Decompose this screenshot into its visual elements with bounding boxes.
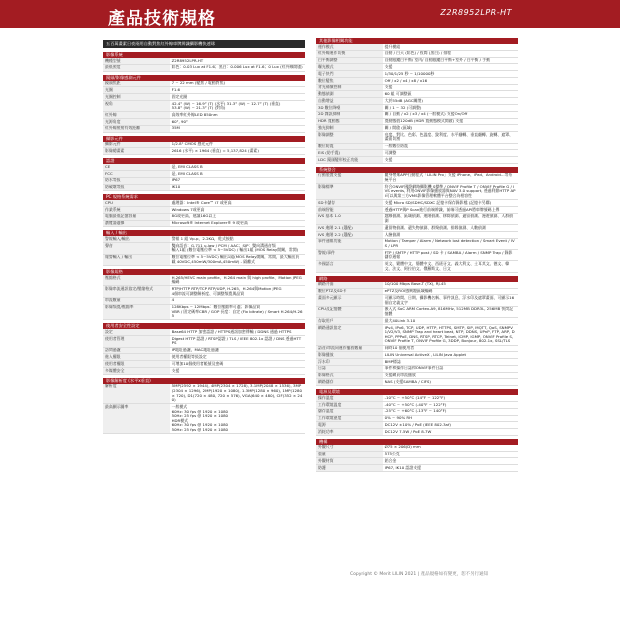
spec-value: Motion / Tamper / Alarm / Network lost detection / Smart Event / IVS / LPR — [383, 238, 518, 249]
spec-row — [103, 297, 305, 304]
spec-label: 影像頻寬/壓縮率 — [103, 304, 170, 320]
spec-row — [316, 250, 518, 261]
section-heading: 機構 — [316, 439, 518, 445]
spec-row — [316, 261, 518, 272]
spec-row — [316, 415, 518, 422]
spec-label: SD卡儲存 — [316, 200, 383, 207]
spec-row — [316, 324, 518, 345]
spec-table — [316, 445, 518, 472]
spec-row — [316, 318, 518, 325]
spec-value: 支援 Micro SD/SDHC/SDXC 記憶卡保存錄影檔 (記憶卡另購) — [383, 200, 518, 207]
spec-row — [316, 184, 518, 200]
spec-label: 壓縮格式 — [103, 275, 170, 286]
spec-value: 支援 — [170, 367, 305, 374]
spec-label: 曝光模式 — [316, 64, 383, 71]
spec-row — [316, 306, 518, 317]
spec-value: 60°, 90° — [170, 119, 305, 126]
spec-row — [316, 213, 518, 224]
spec-row — [316, 150, 518, 157]
spec-value: 符合ONVIF國際網路攝影機 S標準 / ONVIF Profile T / ONVIF Profile G / IVS events, 利用ONVIF影像播放器與NAV 3.0 support, 透過利鼎HTTP API可以與第三方VMS影像管理軟體平台整合為相容性 — [383, 184, 518, 200]
spec-row — [103, 100, 305, 111]
spec-row — [316, 118, 518, 125]
spec-label: IVS 進階 2.2 (選配) — [316, 231, 383, 238]
spec-label: 影像播放 — [316, 352, 383, 359]
spec-row — [103, 207, 305, 214]
spec-label: 最低照度 — [103, 64, 170, 71]
spec-row — [316, 125, 518, 132]
spec-row — [316, 408, 518, 415]
spec-value: -10°C ~ +50°C (14°F ~ 122°F) — [383, 395, 518, 401]
spec-row — [103, 404, 305, 434]
spec-label: 行動裝置支援 — [316, 173, 383, 184]
spec-section — [103, 323, 305, 374]
spec-row — [316, 57, 518, 64]
spec-label: 數位防震 — [316, 143, 383, 150]
spec-row — [103, 336, 305, 347]
spec-label: 警報輸入/輸出 — [103, 236, 170, 242]
spec-value: 可增加10個使用者帳號及密碼 — [170, 361, 305, 368]
spec-value: IK10 — [170, 184, 305, 191]
spec-row — [316, 238, 518, 249]
spec-label: 視角 — [103, 100, 170, 111]
spec-row — [316, 84, 518, 91]
spec-label: 運作模式 — [316, 44, 383, 50]
spec-row — [103, 220, 305, 227]
spec-value: -40°C ~ +50°C (-40°F ~ 122°F) — [383, 401, 518, 408]
spec-row — [316, 401, 518, 408]
spec-value: 128Kbps ~ 12Mbps：數位壓縮率可選；影像品質 VBR / 固定碼率CBR / GOP 長度：自定 (Fix bitrate) / Smart H.264/H.265 — [170, 304, 305, 320]
spec-section — [103, 52, 305, 72]
spec-row — [103, 170, 305, 177]
spec-label: 多國語言 — [316, 261, 383, 272]
spec-label: 操作溫度 — [316, 395, 383, 401]
spec-row — [316, 157, 518, 164]
spec-label: 紅外線 — [103, 112, 170, 119]
spec-label: 工作環境溫度 — [316, 401, 383, 408]
spec-label: CPU及記憶體 — [316, 306, 383, 317]
spec-value: 人臉偵測 — [383, 231, 518, 238]
spec-label: 機種型號 — [103, 58, 170, 64]
spec-row — [316, 451, 518, 458]
spec-row — [316, 379, 518, 386]
spec-value: 一般模式 60Hz: 30 fps @ 1920 × 1080 50Hz: 25 fps @ 1920 × 1080 HDR模式 60Hz: 30 fps @ 1920 × 1080 50Hz: 25 fps @ 1920 × 1080 — [170, 404, 305, 434]
spec-value: Base64 HTTP 加密認證 / HTTPS通訊加密傳輸 / DDNS 通過 HTTPS — [170, 329, 305, 335]
spec-label: 電源 — [316, 422, 383, 429]
spec-section — [103, 378, 305, 434]
section-heading: 認證 — [103, 158, 305, 164]
spec-label: 背光補償控制 — [316, 84, 383, 91]
spec-value: 遺留物偵測、遺失物偵測、群聚偵測、排隊偵測、人數偵測 — [383, 225, 518, 232]
spec-row — [316, 372, 518, 379]
spec-value: 高效率紅外線LED 850nm — [170, 112, 305, 119]
spec-label: 日誌 — [316, 365, 383, 372]
copyright-footer: Copyright © Merit LILIN 2021 | 產品規格如有變更，恕不另行通知 — [350, 572, 489, 577]
spec-row — [103, 94, 305, 101]
spec-row — [103, 148, 305, 155]
spec-row — [103, 286, 305, 297]
spec-row — [103, 384, 305, 404]
section-heading: 輸入 / 輸出 — [103, 230, 305, 236]
spec-row — [103, 304, 305, 320]
spec-value: 警報 1 組 Vp-p，2.2KΩ，乾式接點 — [170, 236, 305, 242]
section-heading: 使用者安全性設定 — [103, 323, 305, 329]
spec-value: 越線偵測、區域偵測、進階偵測、移除偵測、遺留偵測、漫遊偵測、人群偵測 — [383, 213, 518, 224]
spec-label: CE — [103, 164, 170, 170]
spec-row — [316, 365, 518, 372]
spec-label: 影像總畫素 — [103, 148, 170, 155]
spec-value: 1/2.8" CMOS 感光元件 — [170, 142, 305, 148]
spec-table — [103, 81, 305, 133]
spec-value: 英文、繁體中文、簡體中文、西班牙文、義大利文、土耳其文、德文、韓文、法文、阿拉伯文、俄羅斯文、日文 — [383, 261, 518, 272]
spec-value: LILIN Universal ActiveX , LILIN Java Applet — [383, 352, 518, 359]
spec-row — [316, 105, 518, 112]
spec-label: 網路儲存 — [316, 379, 383, 386]
section-heading: 網路 — [316, 276, 518, 282]
spec-value: IP地址過濾，MAC地址過濾 — [170, 347, 305, 354]
spec-label: 防水等級 — [103, 177, 170, 184]
spec-value: 支援網頁串流播放 — [383, 372, 518, 379]
title-banner — [0, 0, 620, 28]
section-heading: 鏡頭/影像感測元件 — [103, 75, 305, 81]
spec-label: 3D 數位降噪 — [316, 105, 383, 112]
spec-value: 寬動態值120dB (HDR 寬動態模式開啟) 支援 — [383, 118, 518, 125]
spec-value: 最大40Link 3.10 — [383, 318, 518, 325]
spec-value: 42.4° (W) ~ 16.9° (T) (水平) 31.3° (W) ~ 12.7° (T) (垂直) 53.8° (W) ~ 21.3° (T) (對角) — [170, 100, 305, 111]
spec-row — [316, 359, 518, 366]
spec-row — [316, 295, 518, 306]
spec-label: CPU — [103, 200, 170, 206]
spec-row — [316, 465, 518, 472]
spec-section — [316, 38, 518, 164]
spec-value: 支援 — [383, 157, 518, 164]
section-heading: 攝影元件 — [103, 136, 305, 142]
section-heading: 影像解析度 (水平x垂直) — [103, 378, 305, 384]
section-heading: 系統整合 — [316, 167, 518, 173]
spec-label: 光源角度 — [103, 119, 170, 126]
spec-label: 進入權限 — [103, 354, 170, 361]
spec-table — [103, 164, 305, 191]
spec-row — [316, 111, 518, 118]
spec-value: 一般數位防震 — [383, 143, 518, 150]
spec-row — [103, 275, 305, 286]
section-heading: 影像規格 — [103, 269, 305, 275]
section-heading: PC 規格系統需求 — [103, 194, 305, 200]
spec-label: 最高顯示圖率 — [103, 404, 170, 434]
spec-section — [103, 136, 305, 156]
spec-value: 1/30/1/25 秒 ~ 1/10000秒 — [383, 71, 518, 78]
spec-section — [316, 276, 518, 386]
spec-row — [103, 254, 305, 265]
spec-section — [316, 167, 518, 273]
spec-label: 串流數量 — [103, 297, 170, 304]
spec-value: 7 ~ 22 mm (變焦 / 電動對焦) — [170, 81, 305, 87]
spec-row — [316, 64, 518, 71]
spec-row — [316, 98, 518, 105]
spec-value: 4 — [170, 297, 305, 304]
spec-value: 575公克 — [383, 451, 518, 458]
spec-value: 處理器：Intel® Core™ i7 或更高 — [170, 200, 305, 206]
spec-label: 影像串流通訊協定/壓縮格式 — [103, 286, 170, 297]
spec-table — [316, 173, 518, 273]
spec-label: 紅外線照射有效距離 — [103, 125, 170, 132]
spec-value: 可調整 — [383, 150, 518, 157]
spec-label: 電腦最低記憶容量 — [103, 213, 170, 220]
spec-table — [103, 200, 305, 227]
spec-value: Off / x2 / x4 / x8 / x16 — [383, 77, 518, 84]
spec-label: 光圈 — [103, 87, 170, 94]
spec-label: 電子快門 — [316, 71, 383, 78]
spec-section — [103, 75, 305, 133]
spec-value: 鋁合金 — [383, 458, 518, 465]
spec-value: IPv4, IPv6, TCP, UDP, HTTP, HTTPS, SMTP, SIP, MQTT, QoS, SNMPV1/V2/V3, SNMP Trap and heart beat, NTP, DDNS, UPnP, FTP, ARP, DHCP, PPPoE, DNS, RTSP, RTCP, Telnet, ICMP, IGMP, ONVIF Profile S, ONVIF Profile T, ONVIF Profile G, 3DDP, Bonjour, 802.1x, SSL/TLS — [383, 324, 518, 345]
spec-label: 動態偵測 — [316, 91, 383, 98]
spec-table — [103, 142, 305, 156]
spec-label: 浮水印 — [316, 359, 383, 366]
spec-value: -25°C ~ +60°C (-13°F ~ 140°F) — [383, 408, 518, 415]
left-spec-column — [103, 52, 305, 437]
spec-row — [316, 173, 518, 184]
spec-label: 自動增益 — [316, 98, 383, 105]
spec-value: 透過HTTP與P Scan進行前端辨識，前端可透過API將車牌號碼上傳 — [383, 207, 518, 214]
spec-value: Windows 7或更高 — [170, 207, 305, 214]
spec-value: Microsoft® Internet Explorer® 9 或更高 — [170, 220, 305, 227]
spec-value: 60 組 可調整區 — [383, 91, 518, 98]
spec-label: 解析度 — [103, 384, 170, 404]
spec-label: 語音/串流同運作播放數量 — [316, 345, 383, 352]
spec-row — [103, 125, 305, 132]
spec-value: 提升模組 — [383, 44, 518, 50]
spec-section — [316, 389, 518, 436]
spec-section — [316, 439, 518, 472]
spec-label: 使用者權限 — [103, 361, 170, 368]
spec-label: 畫面多元顯示 — [316, 295, 383, 306]
spec-row — [316, 132, 518, 143]
spec-label: 攝影元件 — [103, 142, 170, 148]
spec-row — [316, 91, 518, 98]
spec-row — [103, 354, 305, 361]
spec-label: 訪問過濾 — [103, 347, 170, 354]
spec-row — [316, 77, 518, 84]
spec-value: 大於55dB (AGC關閉) — [383, 98, 518, 105]
spec-label: 數位變焦 — [316, 77, 383, 84]
spec-value: 支援 — [383, 64, 518, 71]
spec-value: 嵌入式 SoC ARM Cortex-A9, 816MHz, 512MB DDR3L, 256MB 快閃記憶體 — [383, 306, 518, 317]
spec-value: 可顯示時間、日期、攝影機名稱、事件訊息、浮水印及遮罩畫面、可顯示16個自定義文字 — [383, 295, 518, 306]
spec-value: 是, EMI CLASS B — [170, 164, 305, 170]
spec-row — [316, 71, 518, 78]
spec-value: IP67, IK10 認證支援 — [383, 465, 518, 472]
spec-table — [316, 395, 518, 436]
spec-value: Digest HTTP 認證 / RTSP認證 / TLS / IEEE 802.1x 認證 / DNS 透過HTTPS — [170, 336, 305, 347]
spec-row — [103, 112, 305, 119]
spec-value: F1.6 — [170, 87, 305, 94]
spec-table — [316, 282, 518, 386]
spec-label: 重量 — [316, 451, 383, 458]
spec-value: 事件和操作日誌和ONVIF事件日誌 — [383, 365, 518, 372]
spec-value: DC12V 7.5W / PoE 8.7W — [383, 429, 518, 436]
spec-label: 報警輸入 / 輸出 — [103, 254, 170, 265]
spec-value: 使用者權限等級設定 — [170, 354, 305, 361]
spec-label: HDR 寬動態 — [316, 118, 383, 125]
spec-label: 儲存溫度 — [316, 408, 383, 415]
spec-label: 外觀尺寸 — [316, 445, 383, 451]
spec-value: 5MP(2592 × 1944), 4MP(2304 × 1728), 3.1MP(2048 × 1536), 3MP(2304 × 1296), 2MP(1920 × 1080), 1.3MP(1280 × 960), 1MP(1280 × 720), D1(720 × 480, 720 × 576), VGA(640 × 480), CIF(352 × 240) — [170, 384, 305, 404]
spec-label: 影像標準 — [316, 184, 383, 200]
spec-table — [316, 44, 518, 164]
spec-row — [316, 345, 518, 352]
spec-value: 是, EMI CLASS B — [170, 170, 305, 177]
spec-value: 35M — [170, 125, 305, 132]
spec-row — [103, 184, 305, 191]
spec-row — [103, 361, 305, 368]
spec-label: 強光抑制 — [316, 125, 383, 132]
product-subtitle: 五百萬畫素日夜兩用自動對焦紅外線車牌辨識攝影機快速球 — [103, 40, 305, 48]
spec-label: 工作環境溼度 — [316, 415, 383, 422]
spec-value: 關 / 自動 / x2 / x3 / x4 (一般模式) 支援On/Off — [383, 111, 518, 118]
spec-table — [103, 58, 305, 72]
spec-value: 關 / 開啟 (區域) — [383, 125, 518, 132]
spec-table — [103, 384, 305, 434]
spec-label: 存取用戶 — [316, 318, 383, 325]
spec-label: IVS 基本 1.0 — [316, 213, 383, 224]
spec-value: 彩色：0.03 Lux at F1.6；黑白：0.006 Lux at F1.6；0 Lux (紅外線開啟) — [170, 64, 305, 71]
spec-value: 數位電壓位準 < 5~5VDC) 輸出1組(MOS Relay開關，常開，最大輸出負載 40VDC,450mW/300mA,450mW) - 隔離式 — [170, 254, 305, 265]
spec-row — [316, 231, 518, 238]
spec-row — [316, 422, 518, 429]
model-number: Z2R8952LPR-HT — [440, 8, 512, 17]
spec-value: H.265/HEVC main profile、H.264 main 與 high profile、Motion JPEG 編碼 — [170, 275, 305, 286]
spec-value: 0% ~ 90% RH — [383, 415, 518, 422]
section-heading: 其他影像相關功能 — [316, 38, 518, 44]
spec-value: 自動 / 白天 (彩色) / 夜間 (黑白) / 排程 — [383, 50, 518, 57]
spec-row — [316, 200, 518, 207]
page-title: 產品技術規格 — [108, 9, 216, 29]
spec-value: 同時10 個使用者 — [383, 345, 518, 352]
spec-label: 使用者管理 — [103, 336, 170, 347]
spec-label: EIS (防手震) — [316, 150, 383, 157]
spec-label: 設定 — [103, 329, 170, 335]
spec-label: 事件通報功能 — [316, 238, 383, 249]
spec-label: IVS 進階 2.1 (選配) — [316, 225, 383, 232]
spec-label: 作業系統 — [103, 207, 170, 214]
spec-row — [316, 50, 518, 57]
spec-row — [103, 367, 305, 374]
spec-value: 自動跟蹤白平衡/ 室內/ 自動跟蹤白平衡+室外 / 白平衡 / 手動 — [383, 57, 518, 64]
spec-row — [316, 288, 518, 295]
spec-table — [103, 236, 305, 266]
spec-section — [103, 194, 305, 227]
spec-label: 外觀材質 — [316, 458, 383, 465]
section-heading: 電源及環境 — [316, 389, 518, 395]
spec-row — [316, 207, 518, 214]
section-heading: 影像系統 — [103, 52, 305, 58]
spec-label: 警報/事件 — [316, 250, 383, 261]
spec-label: 瀏覽器選擇 — [103, 220, 170, 227]
spec-label: FCC — [103, 170, 170, 177]
spec-label: 2D 雜訊抑制 — [316, 111, 383, 118]
spec-label: 消耗功率 — [316, 429, 383, 436]
spec-value: Ø75 × 206(D) mm — [383, 445, 518, 451]
spec-value: Z2R8952LPR-HT — [170, 58, 305, 64]
spec-row — [316, 458, 518, 465]
right-spec-column — [316, 38, 518, 475]
spec-row — [103, 177, 305, 184]
spec-value: 隨身帶來APP行動程式「LILIN Pro」支援 iPhone、iPad、Android...等系統平台 — [383, 173, 518, 184]
spec-value: 支援 — [383, 84, 518, 91]
spec-value: DC12V ±10% / PoE (IEEE 802.3af) — [383, 422, 518, 429]
spec-value: 8G或更高，建議16G以上 — [170, 213, 305, 220]
spec-value: 亮度、對比、色彩、色溫度、銳利度、水平翻轉、垂直翻轉、旋轉、遮罩、畫面切割 — [383, 132, 518, 143]
spec-value: 2616 (水平) × 1964 (垂直) = 5,137,824 (畫素) — [170, 148, 305, 155]
spec-section — [103, 269, 305, 321]
spec-table — [103, 329, 305, 374]
spec-label: 多媒體安全 — [103, 367, 170, 374]
spec-label: 白平衡調整 — [316, 57, 383, 64]
spec-value: FTP / SMTP / HTTP post / SD 卡 / SAMBA / Alarm / SNMP Trap / 錄影儲存通報 — [383, 250, 518, 261]
spec-value: NAS (支援SAMBA / CIFS) — [383, 379, 518, 386]
spec-row — [103, 347, 305, 354]
spec-label: 鏡頭焦距 — [103, 81, 170, 87]
spec-row — [103, 119, 305, 126]
spec-label: 影像格式 — [316, 372, 383, 379]
spec-value: 10/100 Mbps Base-T (TX), RJ-45 — [383, 282, 518, 288]
spec-value: RTP/HTTP RTP/TCP RTP/UDP, H.265、H.264與Motion JPEG 4個串流可調整解析度、可調整頻寬與品質 — [170, 286, 305, 297]
spec-label: 網路通訊協定 — [316, 324, 383, 345]
spec-value: 雙向語音：G.711 u-law / PCM / AAC；SIP：雙向溝通音頻 輸入1組 (數位電壓位準 < 5~5VDC) / 輸出1組 (MOS Relay開關，常開) — [170, 243, 305, 254]
spec-label: 前端智能 — [316, 207, 383, 214]
spec-value: IP67 — [170, 177, 305, 184]
spec-row — [316, 352, 518, 359]
spec-label: 網路介面 — [316, 282, 383, 288]
spec-label: LDC 鏡頭變形校正功能 — [316, 157, 383, 164]
spec-label: 聲音 — [103, 243, 170, 254]
spec-row — [316, 429, 518, 436]
spec-row — [103, 64, 305, 71]
spec-label: 紅外線運作切換 — [316, 50, 383, 57]
spec-section — [103, 158, 305, 191]
spec-row — [316, 143, 518, 150]
spec-row — [103, 87, 305, 94]
spec-label: 影像調整 — [316, 132, 383, 143]
spec-value: 固定光圈 — [170, 94, 305, 101]
spec-label: 數位PTZ及SD卡 — [316, 288, 383, 295]
spec-section — [103, 230, 305, 266]
spec-value: 關 / 1 ~ 32 (可調整) — [383, 105, 518, 112]
spec-label: 光圈控制 — [103, 94, 170, 101]
spec-table — [103, 275, 305, 321]
spec-label: 防護 — [316, 465, 383, 472]
spec-value: ePTZ及ROI感興趣區域編碼 — [383, 288, 518, 295]
spec-row — [103, 213, 305, 220]
spec-value: BMP標誌 — [383, 359, 518, 366]
spec-row — [316, 225, 518, 232]
spec-label: 防破壞等級 — [103, 184, 170, 191]
spec-row — [103, 243, 305, 254]
